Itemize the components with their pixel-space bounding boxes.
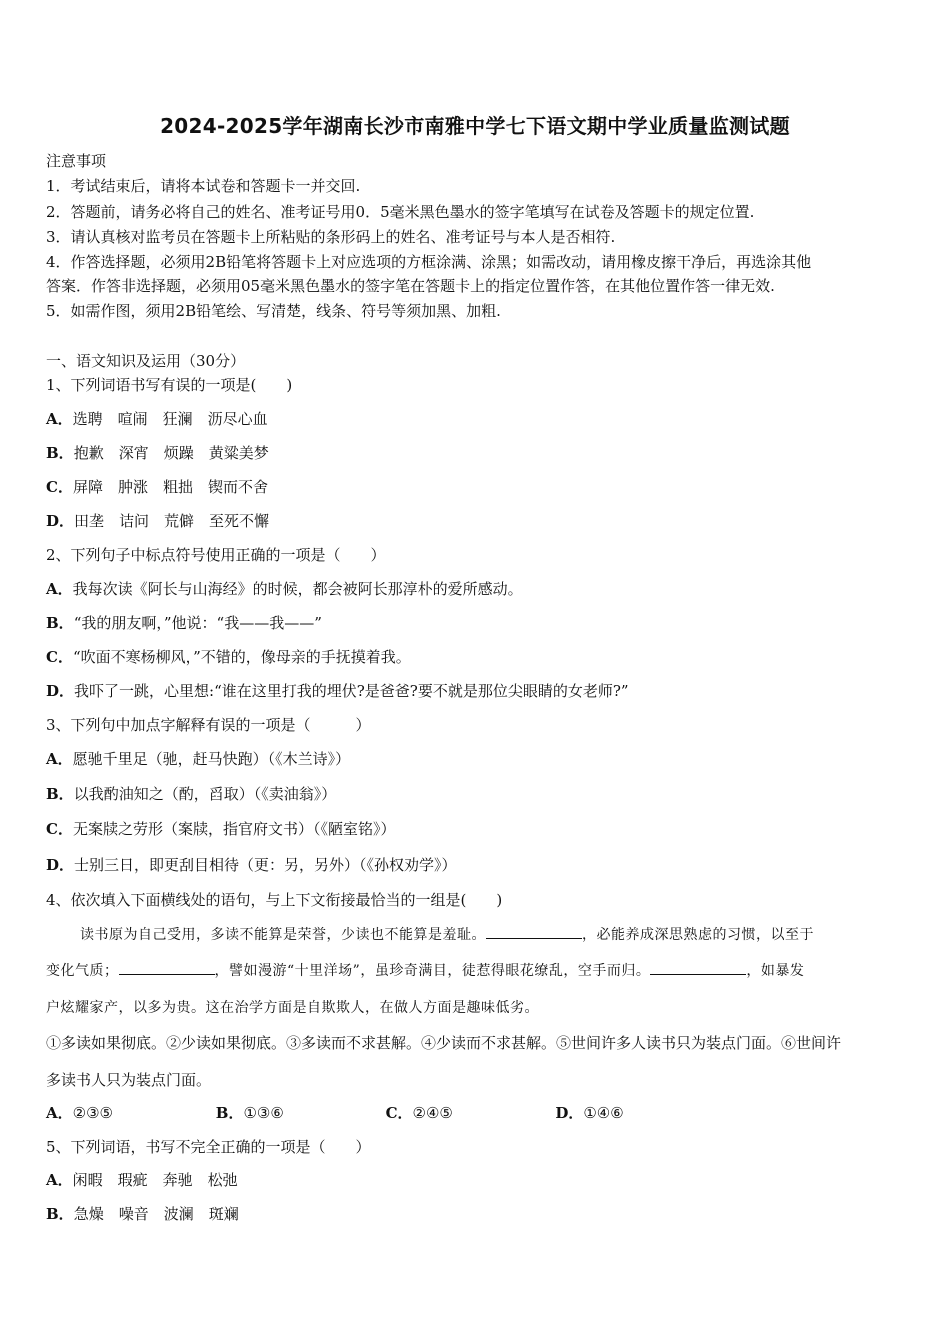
notice-item: 3．请认真核对监考员在答题卡上所粘贴的条形码上的姓名、准考证号与本人是否相符. (46, 228, 616, 246)
option-label: B． (46, 1205, 74, 1223)
option-text: ②④⑤ (412, 1104, 453, 1122)
option-label: C． (46, 478, 73, 496)
option-text: 闲暇 瑕疵 奔驰 松弛 (72, 1171, 238, 1189)
q1-option-d (46, 510, 906, 532)
section-heading: 一、语文知识及运用（30分） (46, 352, 246, 370)
q2-option-b (46, 612, 906, 634)
passage-text: ，必能养成深思熟虑的习惯，以至于 (582, 927, 814, 943)
q4-options-row (46, 1102, 906, 1124)
notice-item: 答案．作答非选择题，必须用05毫米黑色墨水的签字笔在答题卡上的指定位置作答，在其他位置作答一律无效. (46, 277, 775, 295)
option-text: 以我酌油知之（酌，舀取）（《卖油翁》） (73, 785, 337, 803)
notice-heading: 注意事项 (46, 152, 107, 170)
option-text: 愿驰千里足（驰，赶马快跑）（《木兰诗》） (72, 750, 351, 768)
option-text: “吹面不寒杨柳风，”不错的，像母亲的手抚摸着我。 (72, 648, 411, 666)
notice-item: 4．作答选择题，必须用2B铅笔将答题卡上对应选项的方框涂满、涂黑；如需改动，请用橡皮擦干净后，再选涂其他 (46, 253, 812, 271)
q2-option-c (46, 646, 906, 668)
q3-option-a (46, 748, 906, 770)
option-label: D． (555, 1104, 584, 1122)
notice-item: 1．考试结束后，请将本试卷和答题卡一并交回. (46, 177, 361, 195)
option-label: D． (46, 512, 75, 530)
q2-option-d (46, 680, 906, 702)
q2-option-a (46, 578, 906, 600)
q4-choices-line: ①多读如果彻底。②少读如果彻底。③多读而不求甚解。④少读而不求甚解。⑤世间许多人读书只为装点门面。⑥世间许 (46, 1034, 842, 1052)
option-label: A． (46, 580, 73, 598)
option-label: A． (46, 1171, 73, 1189)
q4-choices-line: 多读书人只为装点门面。 (46, 1071, 212, 1089)
q1-option-c (46, 476, 906, 498)
question-4-stem: 4、依次填入下面横线处的语句，与上下文衔接最恰当的一组是( ) (46, 891, 503, 909)
option-text: 我吓了一跳，心里想:“谁在这里打我的埋伏?是爸爸?要不就是那位尖眼睛的女老师?” (74, 682, 629, 700)
option-label: C． (46, 820, 73, 838)
question-2-stem: 2、下列句子中标点符号使用正确的一项是（ ） (46, 546, 386, 564)
option-label: D． (46, 856, 75, 874)
q5-option-b (46, 1203, 906, 1225)
page-title: 2024-2025学年湖南长沙市南雅中学七下语文期中学业质量监测试题 (160, 114, 790, 138)
option-text: 无案牍之劳形（案牍，指官府文书）（《陋室铭》） (72, 820, 396, 838)
fill-blank (650, 960, 746, 975)
option-label: A． (46, 750, 73, 768)
fill-blank (119, 960, 215, 975)
q4-option-b (216, 1102, 381, 1124)
option-label: A． (46, 410, 73, 428)
passage-text: 变化气质； (46, 963, 119, 979)
option-label: C． (46, 648, 73, 666)
q3-option-d (46, 854, 906, 876)
q1-option-b (46, 442, 906, 464)
q4-option-d (555, 1102, 623, 1124)
question-1-stem: 1、下列词语书写有误的一项是( ) (46, 376, 293, 394)
passage-text: ，譬如漫游“十里洋场”，虽珍奇满目，徒惹得眼花缭乱，空手而归。 (214, 963, 651, 979)
question-3-stem: 3、下列句中加点字解释有误的一项是（ ） (46, 716, 371, 734)
option-label: B． (46, 785, 74, 803)
option-text: 选聘 喧闹 狂澜 沥尽心血 (72, 410, 268, 428)
q1-option-a (46, 408, 906, 430)
notice-item: 5．如需作图，须用2B铅笔绘、写清楚，线条、符号等须加黑、加粗. (46, 302, 501, 320)
q4-option-c (386, 1102, 551, 1124)
option-label: B． (46, 614, 74, 632)
option-label: A． (46, 1104, 73, 1122)
option-text: 我每次读《阿长与山海经》的时候，都会被阿长那淳朴的爱所感动。 (72, 580, 523, 598)
option-text: 抱歉 深宵 烦躁 黄粱美梦 (73, 444, 269, 462)
passage-text: 读书原为自己受用，多读不能算是荣誉，少读也不能算是羞耻。 (80, 927, 486, 943)
option-text: 士别三日，即更刮目相待（更：另，另外）（《孙权劝学》） (74, 856, 457, 874)
q3-option-b (46, 783, 906, 805)
option-text: 田垄 诘问 荒僻 至死不懈 (74, 512, 270, 530)
q4-option-a (46, 1102, 211, 1124)
option-text: ②③⑤ (72, 1104, 113, 1122)
passage-text: ，如暴发 (746, 963, 805, 979)
question-5-stem: 5、下列词语，书写不完全正确的一项是（ ） (46, 1138, 371, 1156)
q5-option-a (46, 1169, 906, 1191)
option-label: B． (215, 1104, 244, 1122)
notice-item: 2．答题前，请务必将自己的姓名、准考证号用0．5毫米黑色墨水的签字笔填写在试卷及答题卡的规定位置. (46, 203, 755, 221)
q4-passage-line: 户炫耀家产，以多为贵。这在治学方面是自欺欺人，在做人方面是趣味低劣。 (46, 1000, 539, 1016)
q4-passage-line (46, 924, 906, 946)
option-label: C． (385, 1104, 413, 1122)
option-text: “我的朋友啊，”他说：“我——我——” (73, 614, 322, 632)
option-text: 屏障 肿涨 粗拙 锲而不舍 (72, 478, 268, 496)
option-text: ①④⑥ (583, 1104, 624, 1122)
q4-passage-line (46, 960, 906, 982)
fill-blank (486, 924, 582, 939)
option-label: B． (46, 444, 74, 462)
option-label: D． (46, 682, 75, 700)
option-text: 急燥 噪音 波澜 斑斓 (73, 1205, 239, 1223)
option-text: ①③⑥ (243, 1104, 284, 1122)
q3-option-c (46, 818, 906, 840)
